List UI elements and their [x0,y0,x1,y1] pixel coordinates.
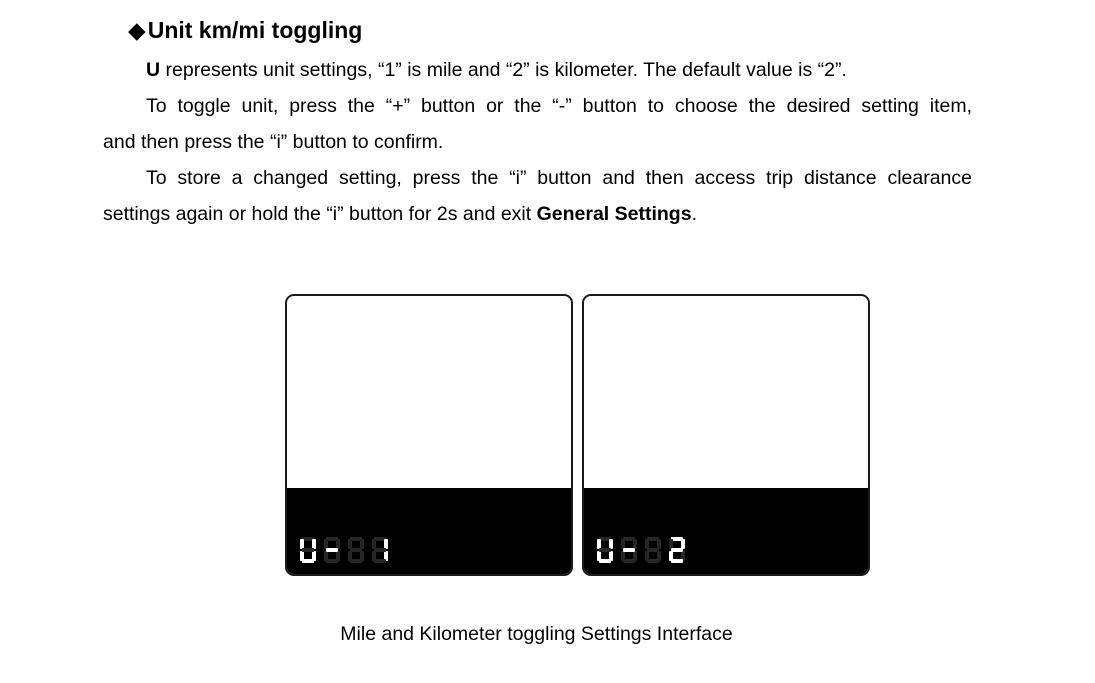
section-heading [128,14,362,46]
unit-description-text: represents unit settings, “1” is mile and “2” is kilometer. The default value is “2”. [160,59,847,81]
segment-e-off [621,551,625,561]
segment-f-off [645,539,649,549]
segment-b-on [312,539,316,549]
segment-b-on [681,539,685,549]
unit-symbol: U [146,59,161,81]
segment-b-off [633,539,637,549]
segment-f-off [348,539,352,549]
segment-g-off [374,548,386,552]
segment-f-off [669,539,673,549]
segment-g-on [623,548,635,552]
segment-b-on [609,539,613,549]
segment-b-off [360,539,364,549]
segment-f-off [621,539,625,549]
diamond-bullet-icon: ◆ [128,17,146,43]
store-text-end: . [691,203,697,225]
mile-segment-readout [300,535,420,565]
figure-caption: Mile and Kilometer toggling Settings Interface [340,623,733,645]
segment-e-on [597,551,601,561]
segment-e-on [300,551,304,561]
paragraph-unit-description [146,52,847,88]
segment-g-on [671,548,683,552]
segment-e-off [348,551,352,561]
segment-b-off [336,539,340,549]
segment-g-off [302,548,314,552]
paragraph-toggle-line1: To toggle unit, press the “+” button or the “-” button to choose the desired setting item, [146,95,972,117]
paragraph-store-line2 [103,196,697,232]
segment-f-off [372,539,376,549]
segment-f-on [597,539,601,549]
kilometer-segment-readout [597,535,717,565]
kilometer-display-screen [582,294,870,576]
segment-g-on [326,548,338,552]
segment-e-on [669,551,673,561]
store-text: settings again or hold the “i” button for 2s and exit [103,203,537,225]
segment-b-on [384,539,388,549]
segment-e-off [372,551,376,561]
general-settings-term: General Settings [536,203,692,225]
section-title: Unit km/mi toggling [147,17,363,43]
segment-g-off [350,548,362,552]
mile-display-screen [285,294,573,576]
segment-b-off [657,539,661,549]
segment-g-off [599,548,611,552]
paragraph-store-line1: To store a changed setting, press the “i” button and then access trip distance clearance [146,167,972,189]
segment-e-off [645,551,649,561]
segment-f-off [324,539,328,549]
segment-g-off [647,548,659,552]
segment-f-on [300,539,304,549]
paragraph-toggle-line2: and then press the “i” button to confirm. [103,131,444,153]
segment-e-off [324,551,328,561]
